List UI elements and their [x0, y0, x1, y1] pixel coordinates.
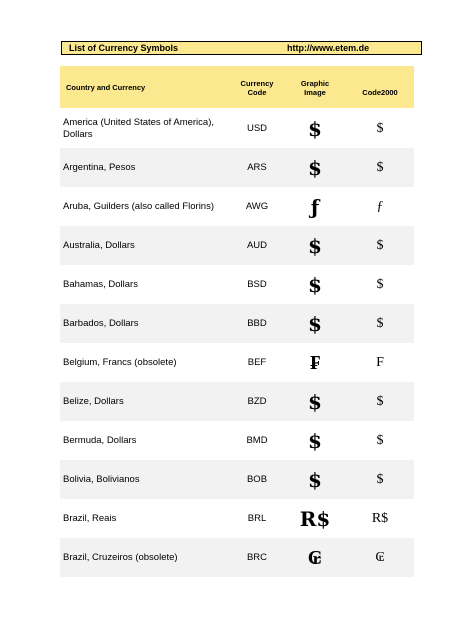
- table-row: [60, 460, 414, 499]
- currency-code-cell: AUD: [246, 240, 268, 251]
- graphic-symbol-cell: ₢: [307, 545, 323, 569]
- currency-code-cell: BOB: [246, 474, 268, 485]
- table-row: [60, 109, 414, 148]
- table-row: [60, 382, 414, 421]
- table-row: [60, 499, 414, 538]
- table-row: [60, 148, 414, 187]
- table-row: [60, 304, 414, 343]
- header-currency-code-line2: Code: [247, 88, 267, 97]
- header-graphic-line2: Image: [304, 88, 326, 97]
- code2000-symbol-cell: $: [376, 432, 384, 448]
- code2000-symbol-cell: $: [376, 471, 384, 487]
- table-row: [60, 538, 414, 577]
- graphic-symbol-cell: ₣: [310, 350, 320, 374]
- table-row: [60, 265, 414, 304]
- code2000-symbol-cell: $: [376, 120, 384, 136]
- country-currency-cell: Bermuda, Dollars: [63, 434, 137, 446]
- table-row: [60, 226, 414, 265]
- currency-code-cell: BZD: [247, 396, 267, 407]
- code2000-symbol-cell: R$: [371, 510, 389, 526]
- code2000-symbol-cell: $: [376, 315, 384, 331]
- code2000-symbol-cell: ₢: [375, 549, 385, 565]
- source-url: http://www.etem.de: [287, 43, 370, 53]
- currency-code-cell: BRC: [246, 552, 268, 563]
- code2000-symbol-cell: ƒ: [376, 198, 384, 214]
- code2000-symbol-cell: $: [376, 237, 384, 253]
- country-currency-cell: Belgium, Francs (obsolete): [63, 356, 177, 368]
- currency-code-cell: BRL: [247, 513, 267, 524]
- country-currency-cell: Bahamas, Dollars: [63, 278, 138, 290]
- table-row: [60, 343, 414, 382]
- country-currency-cell: Bolivia, Bolivianos: [63, 473, 140, 485]
- table-row: [60, 187, 414, 226]
- graphic-symbol-cell: $: [308, 311, 322, 336]
- graphic-symbol-cell: $: [308, 389, 322, 414]
- graphic-symbol-cell: $: [308, 467, 322, 492]
- document-title: List of Currency Symbols: [69, 43, 179, 53]
- code2000-symbol-cell: $: [376, 159, 384, 175]
- country-currency-cell: Barbados, Dollars: [63, 317, 139, 329]
- table-header: [60, 66, 414, 108]
- graphic-symbol-cell: ƒ: [310, 194, 320, 219]
- country-currency-cell: America (United States of America), Dollars: [63, 116, 214, 140]
- currency-code-cell: USD: [246, 123, 268, 134]
- country-currency-cell: Argentina, Pesos: [63, 161, 136, 173]
- currency-code-cell: BSD: [247, 279, 267, 290]
- document-title-bar: [61, 41, 422, 55]
- currency-code-cell: ARS: [247, 162, 267, 173]
- header-graphic-line1: Graphic: [300, 79, 330, 88]
- graphic-symbol-cell: R$: [299, 506, 331, 531]
- header-currency-code: [230, 79, 284, 97]
- graphic-symbol-cell: $: [308, 272, 322, 297]
- currency-code-cell: BEF: [247, 357, 267, 368]
- graphic-symbol-cell: $: [308, 116, 322, 141]
- header-code2000: Code2000: [362, 88, 398, 97]
- table-row: [60, 421, 414, 460]
- code2000-symbol-cell: F: [376, 354, 384, 370]
- graphic-symbol-cell: $: [308, 155, 322, 180]
- code2000-symbol-cell: $: [376, 276, 384, 292]
- country-currency-cell: Brazil, Cruzeiros (obsolete): [63, 551, 178, 563]
- currency-code-cell: AWG: [245, 201, 269, 212]
- country-currency-cell: Aruba, Guilders (also called Florins): [63, 200, 215, 212]
- country-currency-cell: Belize, Dollars: [63, 395, 124, 407]
- header-graphic-image: [285, 79, 345, 97]
- header-currency-code-line1: Currency: [240, 79, 274, 88]
- country-currency-cell: Australia, Dollars: [63, 239, 135, 251]
- graphic-symbol-cell: $: [308, 233, 322, 258]
- graphic-symbol-cell: $: [308, 428, 322, 453]
- header-country: Country and Currency: [66, 83, 146, 92]
- code2000-symbol-cell: $: [376, 393, 384, 409]
- country-currency-cell: Brazil, Reais: [63, 512, 117, 524]
- currency-code-cell: BBD: [247, 318, 267, 329]
- currency-code-cell: BMD: [246, 435, 268, 446]
